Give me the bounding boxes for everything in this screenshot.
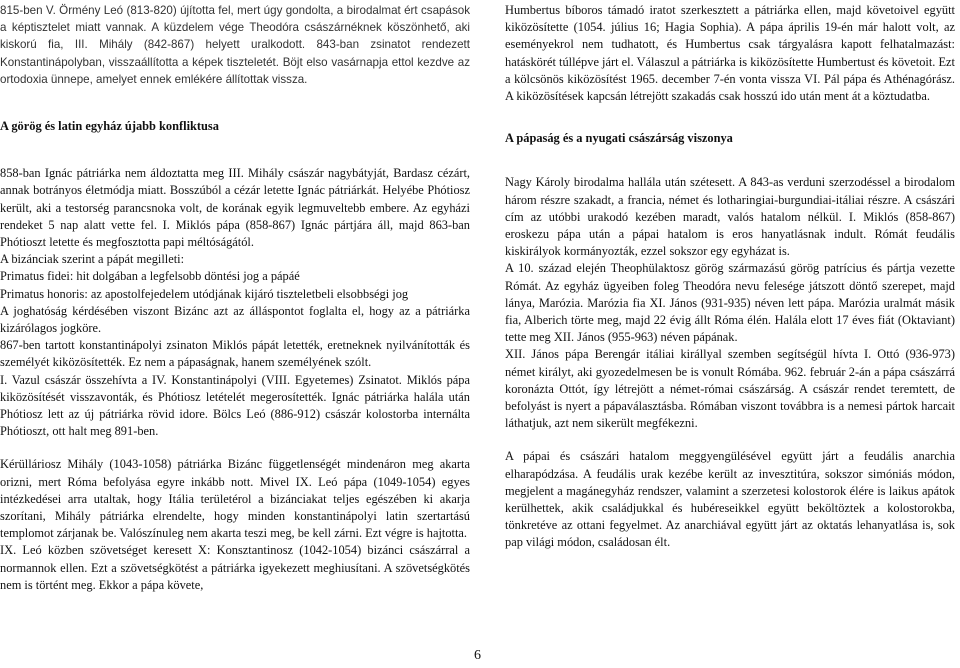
section-heading-greek-latin-conflict: A görög és latin egyház újabb konfliktusa [0, 119, 219, 134]
left-paragraph: Primatus fidei: hit dolgában a legfelsobb döntési jog a pápáé [0, 269, 300, 284]
left-paragraph: 867-ben tartott konstantinápolyi zsinaton Miklós pápát letették, eretneknek nyilvánították és személyét kiközösítették. Ez nem a pápaságnak, hanem személyének szólt. [0, 338, 470, 370]
right-paragraph: A pápai és császári hatalom meggyengülésével együtt járt a feudális anarchia elharapódzása. A feudális urak kezébe került az invesztitúra, sokszor simóniás módon, megjelent a magánegyház rendszer, valamint a szerzetesi kolostorok élére is laikus apátok kerülhettek, akik családjukkal és hubéreseikkel együtt beköltöztek a kolostorokba, tönkretéve az ottani fegyelmet. Az anarchiával együtt járt az oktatás lehanyatlása is, sok pap világi módon, családosan élt. [505, 449, 955, 550]
left-paragraph: 858-ban Ignác pátriárka nem áldoztatta meg III. Mihály császár nagybátyját, Bardasz cézárt, annak botrányos életmódja miatt. Bosszúból a cézár letette Ignác pátriárkát. Helyébe Phótiosz került, aki a testorség parancsnoka volt, de korának egyik legmuveltebb embere. Az egyházi rendeket 5 nap alatt vette fel. I. Miklós pápa (858-867) Ignác pártjára áll, majd 863-ban Phótioszt letette és megfosztotta papi méltóságától. [0, 166, 470, 250]
right-paragraph: XII. János pápa Berengár itáliai királlyal szemben segítségül hívta I. Ottó (936-973) német királyt, aki gyozedelmesen be is vonult Rómába. 962. február 2-án a pápa császárrá koronázta Ottót, így létrejött a német-római császárság. A császár rendet teremtett, de befolyást is nyert a pápaválasztásba. Rómában viszont továbbra is a nemesi pártok harcait láthatjuk, azt nem sikerült megfékezni. [505, 347, 955, 431]
page-number: 6 [474, 648, 481, 663]
left-paragraph: Kérülláriosz Mihály (1043-1058) pátriárka Bizánc függetlenségét mindenáron meg akarta orizni, mert Róma befolyása egyre inkább nott. Mivel IX. Leó pápa (1049-1054) egyes intézkedései arra utaltak, hogy Itália területérol a bizánciakat teljes egészében ki akarja szorítani, Mihály pátriárka elrendelte, hogy minden konstantinápolyi latin szertartású templomot zárjanak be. Valószínuleg nem akarta teszi meg, be kell zárni. Ezt végre is hajtotta. [0, 457, 470, 541]
left-paragraph: IX. Leó közben szövetséget keresett X: Konsztantinosz (1042-1054) bizánci császárral a normannok ellen. Ezt a szövetségkötést a pátriárka igyekezett meghiusítani. A szövetségkötés nem is történt meg. Ekkor a pápa követe, [0, 543, 470, 592]
right-paragraph: Nagy Károly birodalma hallála után szétesett. A 843-as verduni szerzodéssel a birodalom három részre szakadt, a francia, német és lotharingiai-burgundiai-itáliai részre. A császári cím az utóbbi urakodó kezében maradt, valós hatalom nélkül. I. Miklós (858-867) eroskezu pápa után a pápai hatalom is eros hanyatlásnak indult. Rómát feudális kiskirályok kormányozták, ezzel sokszor egy egyházat is. [505, 175, 955, 259]
right-paragraph: A 10. század elején Theophülaktosz görög származású görög patrícius és pártja vezette Rómát. Az egyház ügyeiben foleg Theodóra nevu felesége játszott döntő szerepet, majd lánya, Marózia. Marózia fia XI. János (931-935) néven lett pápa. Marózia uralmát másik fia, Alberich törte meg, majd 22 évig állt Róma élén. Halála elott 17 éves fiát (Oktaviant) tette meg XII. János (955-963) néven pápának. [505, 261, 955, 345]
left-intro-paragraph: 815-ben V. Örmény Leó (813-820) újította fel, mert úgy gondolta, a birodalmat ért csapások a képtisztelet miatt vannak. A küzdelem vége Theodóra császárnéknek köszönhető, aki kiskorú fia, III. Mihály (842-867) helyett uralkodott. 843-ban zsinatot rendezett Konstantinápolyban, visszaállította a képek tiszteletét. Böjt elso vasárnapja ettol kezdve az ortodoxia ünnepe, amelyet ennek emlékére állítottak vissza. [0, 4, 470, 86]
left-paragraph: A joghatóság kérdésében viszont Bizánc azt az álláspontot foglalta el, hogy az a pátriárka kizárólagos jogköre. [0, 303, 470, 336]
left-paragraph: I. Vazul császár összehívta a IV. Konstantinápolyi (VIII. Egyetemes) Zsinatot. Miklós pápa kiközösítését visszavonták, és Phótiosz letételét megerosítették. Ignác pátriárka halála után Phótiosz lett az új pátriárka rövid idore. Bölcs Leó (886-912) császár kolostorba internálta Phótioszt, ott halt meg 891-ben. [0, 372, 470, 439]
paragraph-gap [0, 440, 470, 456]
right-intro-paragraph: Humbertus bíboros támadó iratot szerkesztett a pátriárka ellen, majd követoivel együtt kiközösítette (1054. július 16; Hagia Sophia). A pápa április 19-én már halott volt, az eseményekrol nem tudhatott, és Humbertus csak tárgyalásra kapott felhatalmazást: hatáskörét túllépve járt el. Válaszul a pátriárka is kiközösítette Humbertust és követoit. Ezt a kölcsönös kiközösítést 1965. december 7-én vonta vissza VI. Pál pápa és Athénagórász. A kiközösítések kapcsán létrejött szakadás csak hosszú ido után ment át a köztudatba. [505, 3, 955, 104]
left-paragraph: A bizánciak szerint a pápát megilleti: [0, 252, 185, 267]
right-column [505, 0, 955, 552]
paragraph-gap [505, 432, 955, 448]
left-column [0, 0, 470, 594]
left-paragraph: Primatus honoris: az apostolfejedelem utódjának kijáró tiszteletbeli elsobbségi jog [0, 286, 409, 301]
section-heading-papacy-western-empire: A pápaság és a nyugati császárság viszonya [505, 131, 733, 146]
